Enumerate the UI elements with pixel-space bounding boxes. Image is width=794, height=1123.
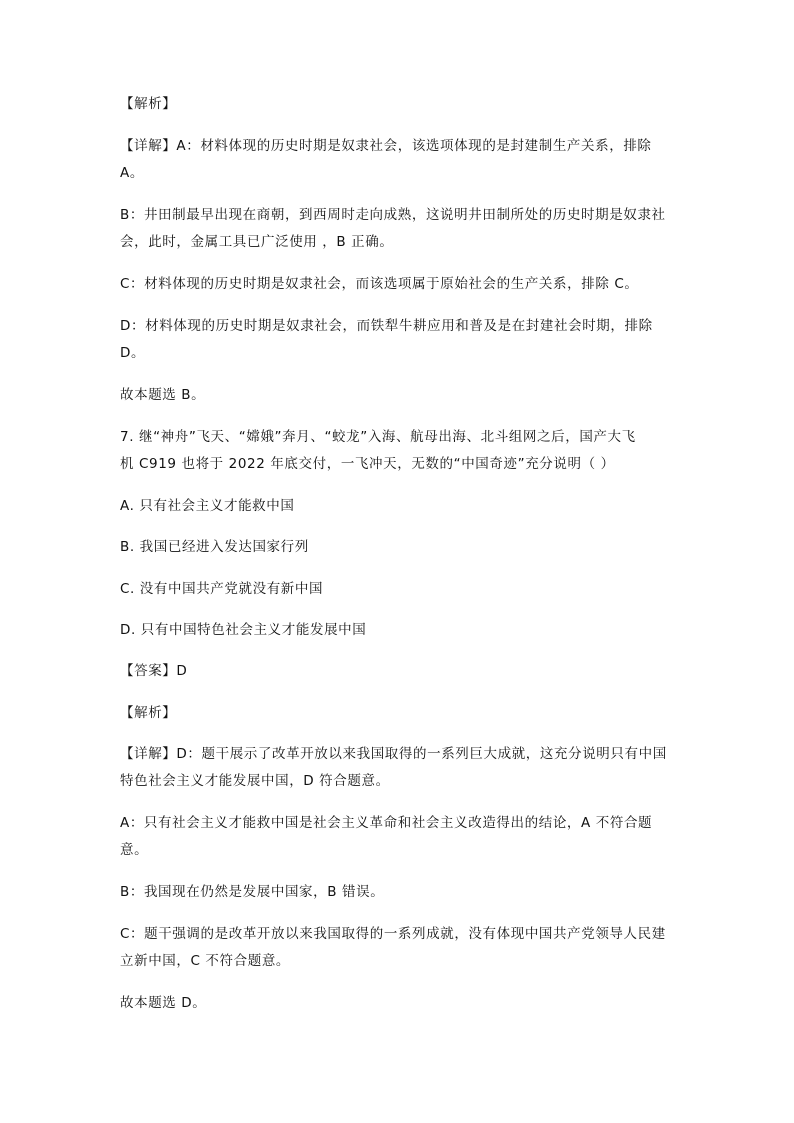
- detail-paragraph-line: D：材料体现的历史时期是奴隶社会，而铁犁牛耕应用和普及是在封建社会时期，排除: [120, 318, 653, 334]
- detail-paragraph-line: 【详解】A：材料体现的历史时期是奴隶社会，该选项体现的是封建制生产关系，排除: [120, 138, 652, 154]
- answer-line: 【答案】D: [120, 663, 188, 679]
- section-heading-analysis: 【解析】: [120, 705, 177, 721]
- question-stem-line: 7. 继“神舟”飞天、“嫦娥”奔月、“蛟龙”入海、航母出海、北斗组网之后，国产大飞: [120, 429, 636, 445]
- detail-paragraph-line: 意。: [120, 842, 149, 858]
- detail-paragraph-line: B：我国现在仍然是发展中国家，B 错误。: [120, 884, 385, 900]
- detail-paragraph-line: 特色社会主义才能发展中国，D 符合题意。: [120, 773, 390, 789]
- detail-paragraph-line: B：井田制最早出现在商朝，到西周时走向成熟，这说明井田制所处的历史时期是奴隶社: [120, 207, 666, 223]
- option-b: B. 我国已经进入发达国家行列: [120, 539, 309, 555]
- detail-paragraph-line: 会，此时，金属工具已广泛使用 ，B 正确。: [120, 234, 394, 250]
- detail-paragraph-line: D。: [120, 345, 146, 361]
- detail-paragraph-line: 【详解】D：题干展示了改革开放以来我国取得的一系列巨大成就，这充分说明只有中国: [120, 746, 667, 762]
- option-a: A. 只有社会主义才能救中国: [120, 498, 295, 514]
- detail-paragraph-line: C：材料体现的历史时期是奴隶社会，而该选项属于原始社会的生产关系，排除 C。: [120, 276, 639, 292]
- detail-paragraph-line: C：题干强调的是改革开放以来我国取得的一系列成就，没有体现中国共产党领导人民建: [120, 926, 666, 942]
- question-stem-line: 机 C919 也将于 2022 年底交付，一飞冲天，无数的“中国奇迹”充分说明（ ）: [120, 456, 615, 472]
- option-d: D. 只有中国特色社会主义才能发展中国: [120, 622, 367, 638]
- option-c: C. 没有中国共产党就没有新中国: [120, 581, 324, 597]
- detail-paragraph-line: 立新中国，C 不符合题意。: [120, 953, 291, 969]
- section-heading-analysis: 【解析】: [120, 96, 177, 112]
- conclusion-line: 故本题选 B。: [120, 387, 206, 403]
- detail-paragraph-line: A。: [120, 165, 144, 181]
- detail-paragraph-line: A：只有社会主义才能救中国是社会主义革命和社会主义改造得出的结论，A 不符合题: [120, 815, 653, 831]
- conclusion-line: 故本题选 D。: [120, 995, 207, 1011]
